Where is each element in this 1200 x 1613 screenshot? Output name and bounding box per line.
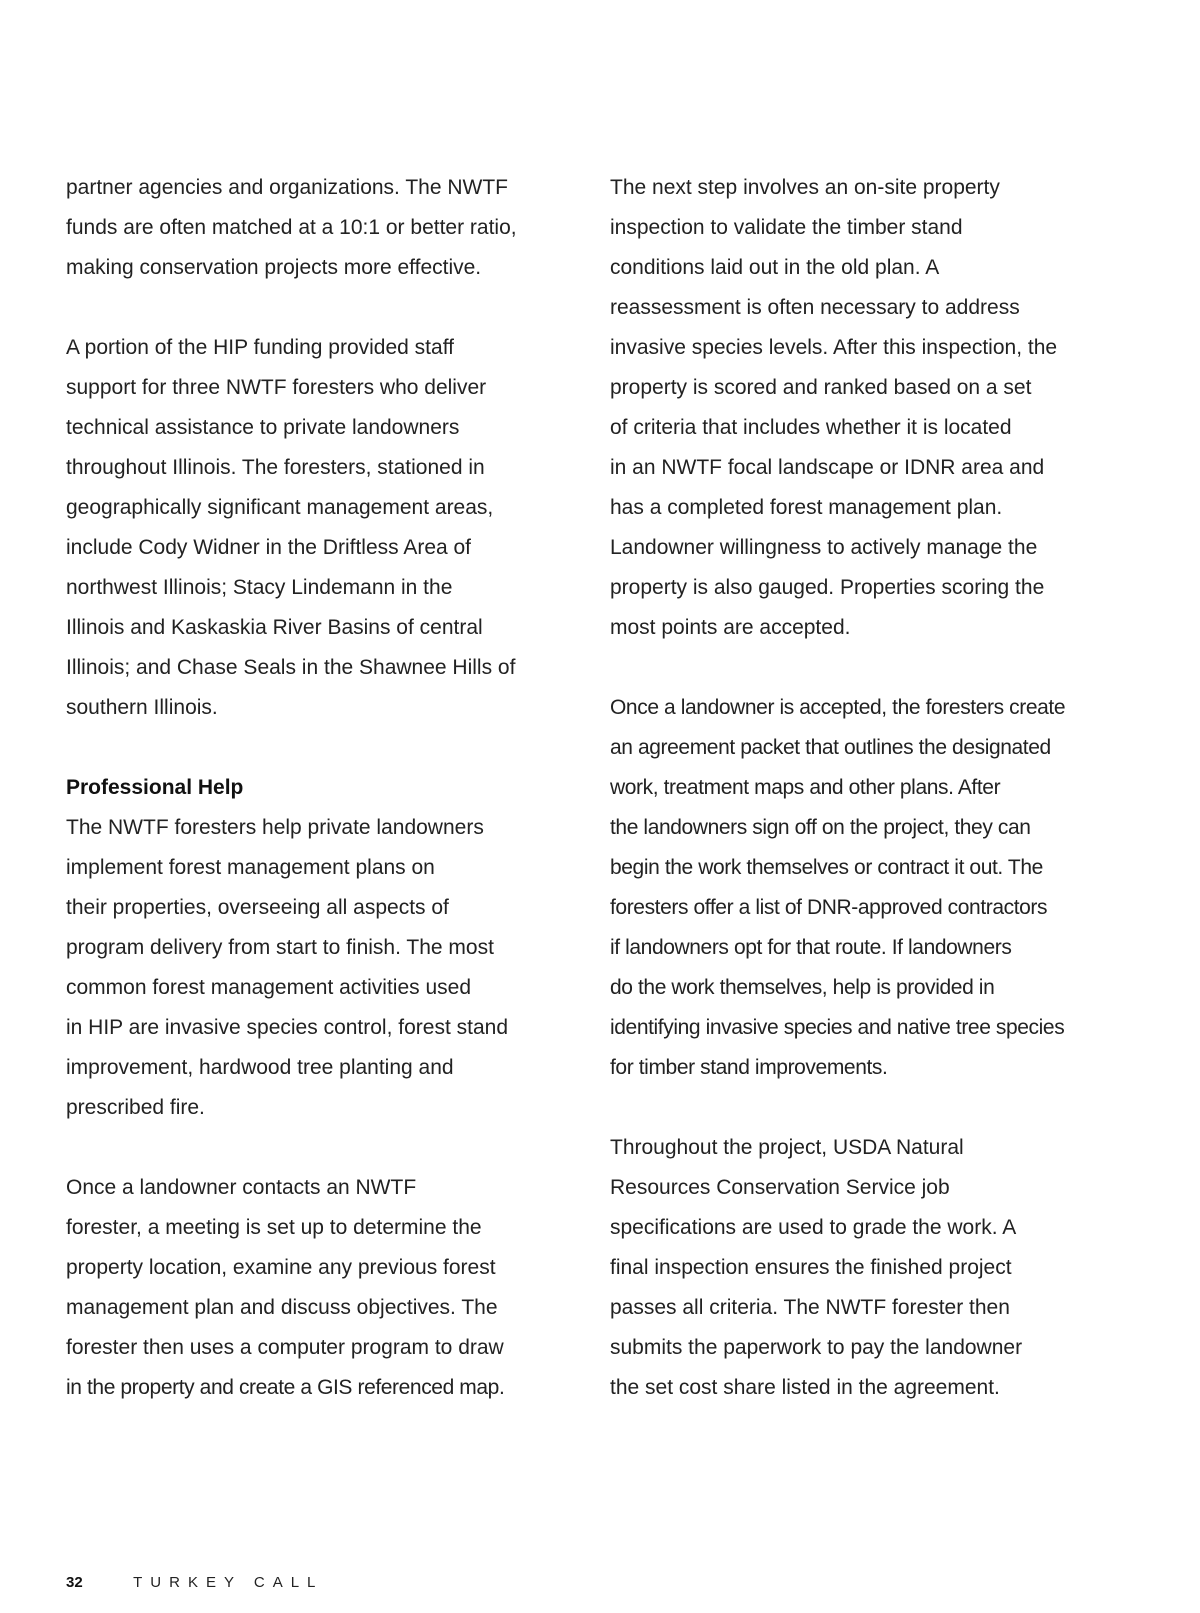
text-line: Landowner willingness to actively manage the <box>610 536 1038 559</box>
paragraph <box>66 168 576 288</box>
text-line: an agreement packet that outlines the designated <box>610 736 1051 759</box>
text-line: making conservation projects more effective. <box>66 256 482 279</box>
text-line: identifying invasive species and native tree species <box>610 1016 1065 1039</box>
text-line: of criteria that includes whether it is located <box>610 416 1012 439</box>
text-line: has a completed forest management plan. <box>610 496 1003 519</box>
text-line: The next step involves an on-site property <box>610 176 1000 199</box>
text-line: Illinois and Kaskaskia River Basins of central <box>66 616 483 639</box>
paragraph <box>610 688 1150 1088</box>
text-line: partner agencies and organizations. The NWTF <box>66 176 509 199</box>
text-line: geographically significant management areas, <box>66 496 494 519</box>
text-line: passes all criteria. The NWTF forester then <box>610 1296 1010 1319</box>
text-line: begin the work themselves or contract it out. The <box>610 856 1043 879</box>
text-line: program delivery from start to finish. The most <box>66 936 494 959</box>
text-line: their properties, overseeing all aspects of <box>66 896 449 919</box>
text-line: property is also gauged. Properties scoring the <box>610 576 1045 599</box>
text-line: Throughout the project, USDA Natural <box>610 1136 964 1159</box>
text-line: in HIP are invasive species control, forest stand <box>66 1016 508 1039</box>
text-line: Once a landowner is accepted, the foresters create <box>610 696 1066 719</box>
text-line: The NWTF foresters help private landowners <box>66 816 484 839</box>
text-line: the landowners sign off on the project, they can <box>610 816 1031 839</box>
text-line: for timber stand improvements. <box>610 1056 888 1079</box>
text-line: specifications are used to grade the work. A <box>610 1216 1017 1239</box>
magazine-title: TURKEY CALL <box>133 1574 324 1591</box>
page-footer <box>66 1568 323 1598</box>
text-line: most points are accepted. <box>610 616 851 639</box>
right-column <box>610 168 1150 1408</box>
text-line: in an NWTF focal landscape or IDNR area and <box>610 456 1045 479</box>
text-line: conditions laid out in the old plan. A <box>610 256 940 279</box>
paragraph <box>66 328 576 728</box>
text-line: common forest management activities used <box>66 976 472 999</box>
paragraph <box>66 1168 576 1408</box>
paragraph <box>610 1128 1150 1408</box>
left-column <box>66 168 576 1408</box>
text-line: submits the paperwork to pay the landowner <box>610 1336 1023 1359</box>
text-line: forester, a meeting is set up to determine the <box>66 1216 482 1239</box>
text-line: throughout Illinois. The foresters, stationed in <box>66 456 485 479</box>
text-line: northwest Illinois; Stacy Lindemann in the <box>66 576 453 599</box>
text-line: foresters offer a list of DNR-approved contractors <box>610 896 1048 919</box>
text-line: property is scored and ranked based on a set <box>610 376 1032 399</box>
text-line: final inspection ensures the finished project <box>610 1256 1012 1279</box>
text-line: the set cost share listed in the agreement. <box>610 1376 1000 1399</box>
section-heading: Professional Help <box>66 776 244 799</box>
text-line: property location, examine any previous forest <box>66 1256 496 1279</box>
text-line: Once a landowner contacts an NWTF <box>66 1176 417 1199</box>
text-line: reassessment is often necessary to address <box>610 296 1020 319</box>
paragraph <box>66 808 576 1128</box>
text-line: southern Illinois. <box>66 696 218 719</box>
text-line: in the property and create a GIS referenced map. <box>66 1376 505 1399</box>
text-line: forester then uses a computer program to draw <box>66 1336 504 1359</box>
text-line: improvement, hardwood tree planting and <box>66 1056 454 1079</box>
text-line: support for three NWTF foresters who deliver <box>66 376 487 399</box>
text-line: technical assistance to private landowners <box>66 416 460 439</box>
text-line: do the work themselves, help is provided in <box>610 976 995 999</box>
text-line: invasive species levels. After this inspection, the <box>610 336 1058 359</box>
text-line: Resources Conservation Service job <box>610 1176 950 1199</box>
text-line: work, treatment maps and other plans. After <box>610 776 1001 799</box>
text-line: prescribed fire. <box>66 1096 205 1119</box>
text-line: Illinois; and Chase Seals in the Shawnee Hills of <box>66 656 516 679</box>
page-number: 32 <box>66 1574 83 1591</box>
text-line: funds are often matched at a 10:1 or better ratio, <box>66 216 517 239</box>
text-line: management plan and discuss objectives. The <box>66 1296 498 1319</box>
text-line: inspection to validate the timber stand <box>610 216 963 239</box>
paragraph <box>610 168 1150 648</box>
text-line: include Cody Widner in the Driftless Area of <box>66 536 472 559</box>
text-line: implement forest management plans on <box>66 856 435 879</box>
text-line: if landowners opt for that route. If landowners <box>610 936 1012 959</box>
text-line: A portion of the HIP funding provided staff <box>66 336 454 359</box>
